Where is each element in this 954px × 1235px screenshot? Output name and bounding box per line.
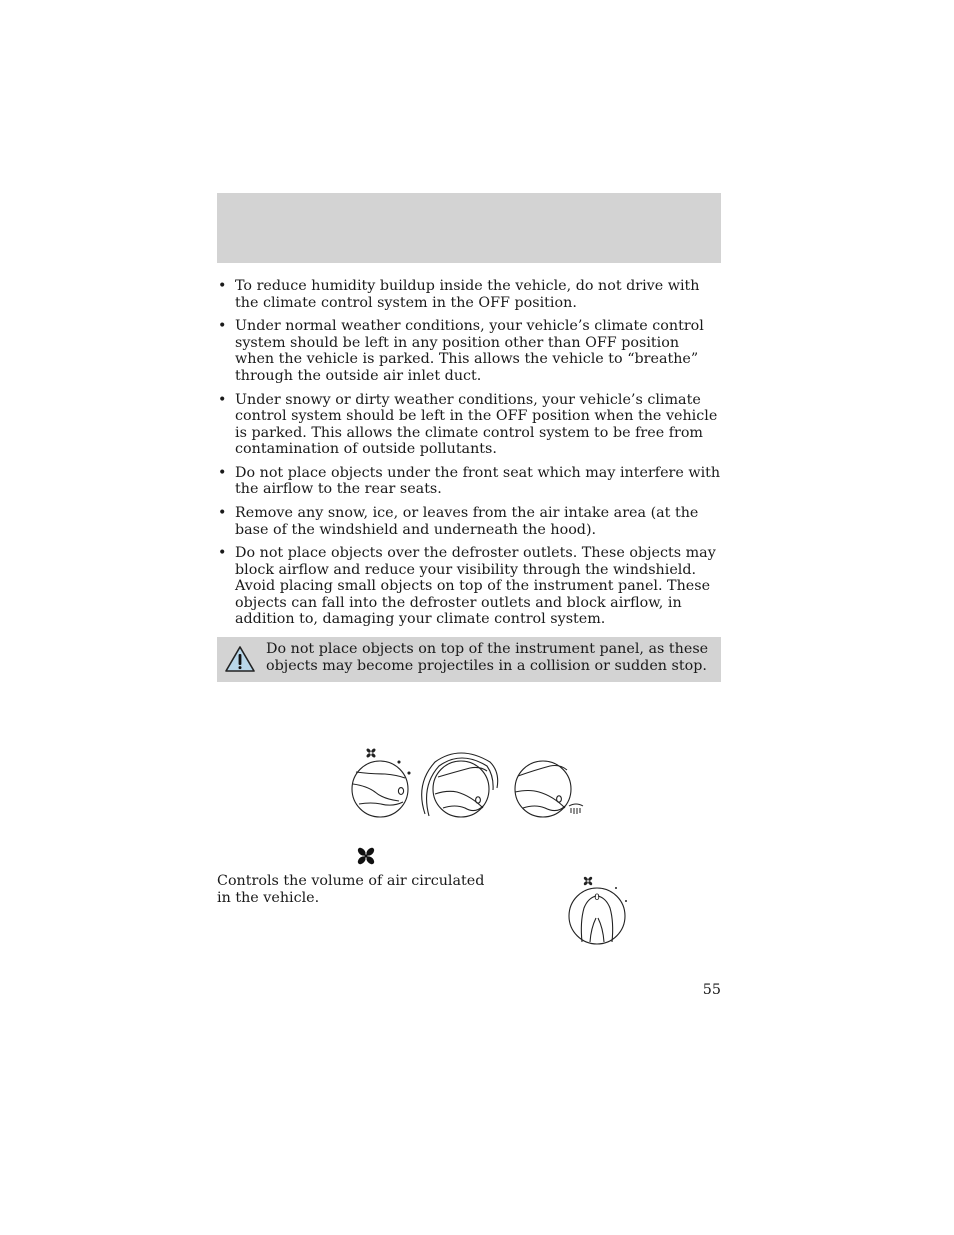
fan-icon — [355, 845, 377, 867]
climate-control-knobs-illustration — [345, 744, 590, 824]
list-item-text: Under snowy or dirty weather conditions, your vehicle’s climate control system should be left in the OFF position when the vehicle is parked. This allows the climate control system to be free from contamination of outside pollutants. — [235, 391, 718, 458]
list-item — [217, 465, 721, 498]
list-item-text: Remove any snow, ice, or leaves from the air intake area (at the base of the windshield and underneath the hood). — [235, 505, 699, 538]
list-item — [217, 545, 721, 628]
temperature-knob — [422, 753, 498, 817]
list-item — [217, 318, 721, 384]
warning-triangle-icon — [224, 644, 256, 676]
list-item-text: Do not place objects over the defroster outlets. These objects may block airflow and reduce your visibility through the windshield. Avoid placing small objects on top of the instrument panel. These objects can fall into the defroster outlets and block airflow, in addition to, damaging your climate control system. — [235, 545, 716, 628]
bullet-marker: • — [218, 391, 227, 408]
fan-speed-description: Controls the volume of air circulated in the vehicle. — [217, 873, 485, 906]
bullet-marker: • — [218, 505, 227, 522]
fan-icon — [366, 748, 376, 758]
list-item — [217, 505, 721, 538]
list-item-text: Under normal weather conditions, your vehicle’s climate control system should be left in any position other than OFF position when the vehicle is parked. This allows the vehicle to “breathe” through the outside air inlet duct. — [235, 318, 704, 384]
bullet-marker: • — [218, 545, 227, 562]
list-item-text: To reduce humidity buildup inside the vehicle, do not drive with the climate control system in the OFF position. — [235, 278, 700, 311]
bullet-list — [217, 278, 721, 635]
bullet-marker: • — [218, 278, 227, 294]
bullet-marker: • — [218, 318, 227, 335]
list-item-text: Do not place objects under the front seat which may interfere with the airflow to the rear seats. — [235, 464, 721, 498]
fan-speed-knob — [352, 761, 408, 817]
list-item — [217, 392, 721, 458]
warning-box — [217, 637, 721, 682]
section-header-band — [217, 193, 721, 263]
page-number: 55 — [702, 982, 721, 998]
fan-speed-knob-illustration — [560, 872, 634, 948]
fan-icon — [583, 876, 593, 886]
defrost-icon — [569, 804, 583, 814]
air-distribution-knob — [515, 761, 571, 817]
list-item — [217, 278, 721, 311]
bullet-marker: • — [218, 464, 227, 481]
knob-off-label: 0 — [594, 893, 600, 903]
warning-text: Do not place objects on top of the instrument panel, as these objects may become projectiles in a collision or sudden stop. — [266, 641, 709, 674]
